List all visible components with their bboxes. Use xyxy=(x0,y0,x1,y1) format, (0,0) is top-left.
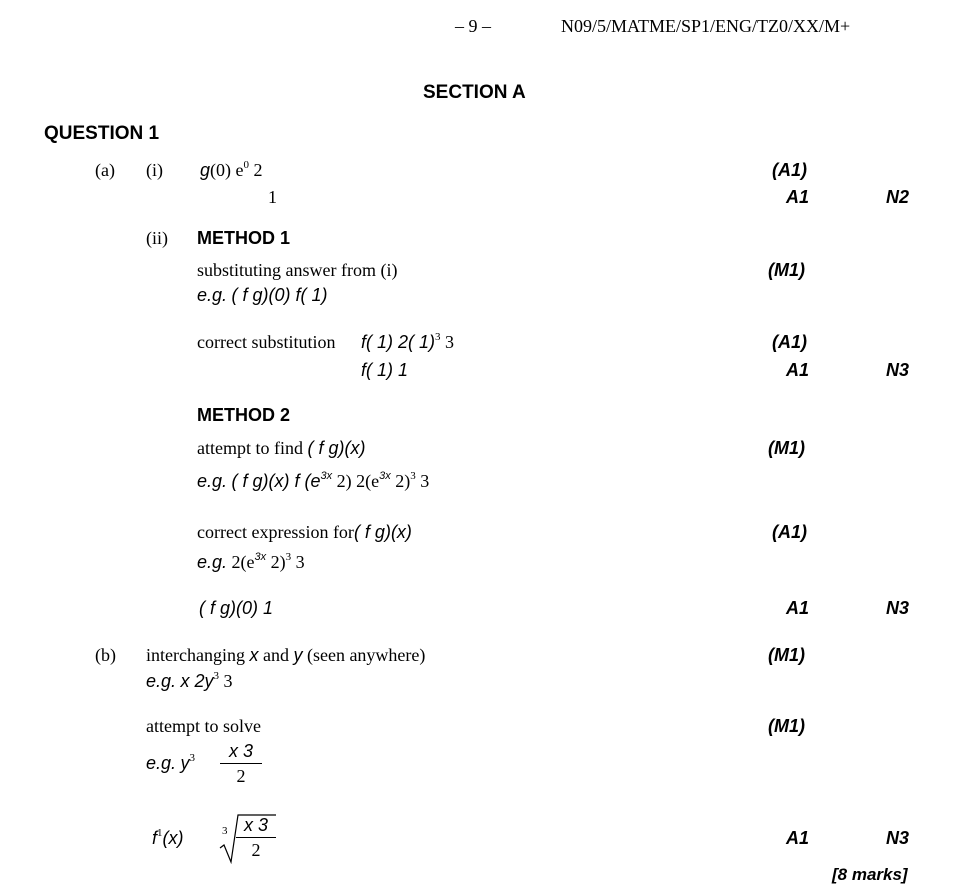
n-m2: N3 xyxy=(886,598,910,618)
part-a-i-label: (i) xyxy=(146,160,163,180)
m2-final: ( f g)(0) 1 xyxy=(199,598,274,618)
mark-m1-1: (M1) xyxy=(768,260,805,280)
cube-root-index: 3 xyxy=(222,825,228,837)
m1-sub1: f( 1) 2( 1)$^3$ 3 xyxy=(361,331,455,352)
mark-m2-2: (A1) xyxy=(772,522,807,542)
section-title: SECTION A xyxy=(423,82,526,103)
m2-text1: attempt to find ( f g)(x) xyxy=(197,438,366,458)
mark-m2-1: (M1) xyxy=(768,438,805,458)
mark-b-1: (M1) xyxy=(768,645,805,665)
n-m1: N3 xyxy=(886,360,910,380)
method1-title: METHOD 1 xyxy=(197,228,291,248)
m2-eg: e.g. ( f g)(x) f ($e^{3x}$ 2) $2(e^{3x}$ 2)$^3$ 3 xyxy=(197,470,430,491)
part-a-label: (a) xyxy=(95,160,115,180)
m1-eg1: e.g. ( f g)(0) f( 1) xyxy=(197,285,328,305)
mark-m1-3: A1 xyxy=(786,360,810,380)
document-code: N09/5/MATME/SP1/ENG/TZ0/XX/M+ xyxy=(561,16,851,36)
m1-sub2: f( 1) 1 xyxy=(361,360,409,380)
b-eg2-fraction: $\frac{x 3}{2}$ xyxy=(220,741,262,787)
question-title: QUESTION 1 xyxy=(44,123,160,144)
mark-a-i-1: (A1) xyxy=(772,160,807,180)
method2-title: METHOD 2 xyxy=(197,405,291,425)
m2-eg2: e.g. $2(e^{3x}$ 2)$^3$ 3 xyxy=(197,551,305,572)
a-i-line2: 1 xyxy=(268,187,277,207)
mark-m1-2: (A1) xyxy=(772,332,807,352)
b-text2: attempt to solve xyxy=(146,716,261,736)
mark-m2-3: A1 xyxy=(786,598,810,618)
b-inverse: $f^1(x)$ xyxy=(152,827,184,848)
b-eg2: e.g. $y^3$ xyxy=(146,752,196,773)
n-a-i: N2 xyxy=(886,187,910,207)
n-b: N3 xyxy=(886,828,910,848)
a-i-line1: g(0) $e^0$ 2 xyxy=(200,159,263,180)
part-b-label: (b) xyxy=(95,645,116,665)
m2-text2: correct expression for( f g)(x) xyxy=(197,522,412,542)
m1-text2: correct substitution xyxy=(197,332,336,352)
total-marks: [8 marks] xyxy=(832,865,908,884)
mark-b-3: A1 xyxy=(786,828,810,848)
m1-text1: substituting answer from (i) xyxy=(197,260,398,280)
page-number: – 9 – xyxy=(455,16,491,36)
b-root-fraction: $\frac{x 3}{2}$ xyxy=(236,815,276,861)
b-eg1: e.g. x $2y^3$ 3 xyxy=(146,670,233,691)
part-a-ii-label: (ii) xyxy=(146,228,168,248)
mark-b-2: (M1) xyxy=(768,716,805,736)
mark-a-i-2: A1 xyxy=(786,187,810,207)
b-text1: interchanging x and y (seen anywhere) xyxy=(146,645,426,665)
